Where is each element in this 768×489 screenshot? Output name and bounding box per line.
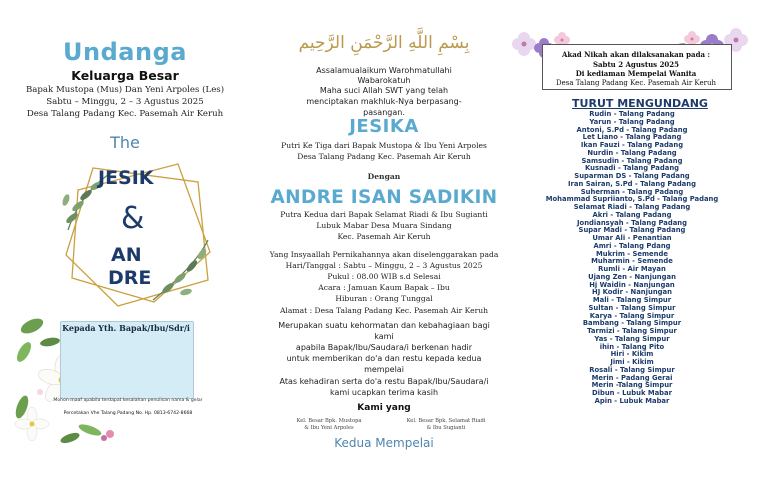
closing-line-1: Merupakan suatu kehormatan dan kebahagiaan bagi: [278, 321, 490, 330]
guest-list-item: Mukrim - Semende: [596, 249, 668, 258]
verse-line-2: menciptakan makhluk-Nya berpasang-: [306, 97, 462, 106]
guest-list-item: Amri - Talang Pdang: [593, 241, 671, 250]
invitation-panel: [256, 0, 512, 489]
guest-list-item: Tarmizi - Talang Simpur: [587, 327, 677, 335]
signature-groom-family-2: & Ibu Sugianti: [426, 425, 466, 431]
monogram-top: JESIK: [98, 167, 154, 189]
monogram-bottom: DRE: [108, 267, 152, 289]
guest-list-item: Yas - Talang Simpur: [594, 334, 670, 343]
guest-list-item: Mohammad Supriianto, S.Pd - Talang Padang: [545, 195, 719, 204]
guest-list-item: Nurdin - Talang Padang: [587, 148, 677, 157]
guest-list-item: Muharmin - Semende: [591, 257, 673, 266]
guest-list-item: Jimi - Kikim: [610, 358, 654, 366]
bride-name: JESIKA: [349, 116, 419, 137]
groom-village: Lubuk Mabar Desa Muara Sindang: [316, 221, 452, 230]
signature-bride-family-2: & Ibu Yeni Arpoles: [304, 425, 354, 431]
monogram-mid: AN: [111, 244, 142, 266]
bride-address: Desa Talang Padang Kec. Pasemah Air Keruh: [297, 152, 471, 161]
cover-panel: [0, 0, 256, 489]
groom-parents: Putra Kedua dari Bapak Selamat Riadi & Ibu Sugianti: [280, 210, 488, 219]
basmalah-calligraphy: بِسْمِ اللَّهِ الرَّحْمَنِ الرَّحِيم: [298, 33, 470, 53]
guest-list-item: Suparman DS - Talang Padang: [574, 172, 690, 180]
guest-list-item: Let Liano - Talang Padang: [582, 133, 682, 142]
closing-line-6: Atas kehadiran serta do'a restu Bapak/Ibu/Saudara/i: [279, 377, 489, 386]
guest-list-item: Iran Sairan, S.Pd - Talang Padang: [568, 179, 696, 188]
verse-line-3: pasangan.: [363, 108, 405, 117]
guest-list-item: Antoni, S.Pd - Talang Padang: [576, 125, 688, 134]
guest-list-item: Ujang Zen - Nanjungan: [588, 272, 676, 281]
printer-credit: Percetakan Vhe Talang Padang No. Hp. 0813-6742-8668: [63, 411, 193, 416]
guest-list-item: Rumli - Air Mayan: [598, 265, 666, 273]
eucalyptus-leaves-right: [153, 240, 208, 300]
event-hiburan: Hiburan : Orang Tunggal: [335, 294, 433, 303]
guest-list-item: Hiri - Kikim: [610, 350, 654, 359]
guest-list-item: Selamat Riadi - Talang Padang: [573, 203, 691, 211]
guest-list-item: Umar Ali - Penantian: [592, 234, 672, 242]
cover-dates: Sabtu – Minggu, 2 – 3 Agustus 2025: [46, 97, 204, 107]
guest-list-item: HJ Kodir - Nanjungan: [592, 288, 672, 297]
guest-list-item: Hj Waidin - Nanjungan: [589, 280, 675, 289]
guest-list-item: Karya - Talang Simpur: [589, 311, 675, 320]
guest-list-item: Mali - Talang Simpur: [592, 296, 672, 304]
closing-line-3: apabila Bapak/Ibu/Saudara/i berkenan hadir: [295, 343, 473, 352]
guest-list-item: Merin - Padang Gerai: [591, 373, 673, 382]
guest-list-item: Samsudin - Talang Padang: [581, 156, 683, 165]
akad-address: Desa Talang Padang Kec. Pasemah Air Keruh: [556, 79, 716, 87]
guest-list: [512, 111, 752, 406]
cover-title: Undanga: [63, 38, 187, 66]
akad-date: Sabtu 2 Agustus 2025: [592, 60, 680, 69]
dengan-label: Dengan: [367, 172, 401, 181]
guest-list-item: Rudin - Talang Padang: [589, 110, 675, 118]
closing-line-7: kami ucapkan terima kasih: [329, 388, 439, 397]
signature-bride-family-1: Kel. Besar Bpk. Mustopa: [296, 418, 362, 424]
signoff-heading: Kami yang: [357, 403, 411, 413]
guest-list-item: Bambang - Talang Simpur: [582, 319, 682, 328]
groom-name: ANDRE ISAN SADIKIN: [270, 187, 498, 208]
kedua-mempelai-label: Kedua Mempelai: [334, 436, 434, 450]
guest-list-item: Sultan - Talang Simpur: [588, 303, 676, 312]
guest-list-item: Ikan Fauzi - Talang Padang: [580, 141, 684, 149]
name-error-note: Mohon maaf apabila terdapat kesalahan penulisan nama & gelar: [53, 398, 203, 403]
event-acara: Acara : Jamuan Kaum Bapak – Ibu: [318, 283, 450, 292]
host-parents: Bapak Mustopa (Mus) Dan Yeni Arpoles (Les): [25, 85, 225, 95]
guest-list-item: Jondiansyah - Talang Padang: [577, 218, 687, 227]
guest-list-item: Kusnadi - Talang Padang: [584, 164, 680, 173]
akad-place: Di kediaman Mempelai Wanita: [575, 69, 697, 78]
turut-mengundang-title: TURUT MENGUNDANG: [572, 97, 708, 110]
groom-district: Kec. Pasemah Air Keruh: [337, 232, 431, 241]
guest-list-item: Apin - Lubuk Mabar: [594, 396, 670, 405]
greeting-line-1: Assalamualaikum Warohmatullahi: [316, 66, 452, 75]
verse-line-1: Maha suci Allah SWT yang telah: [319, 86, 449, 95]
closing-line-5: mempelai: [364, 365, 404, 374]
closing-line-4: untuk memberikan do'a dan restu kepada kedua: [286, 354, 482, 363]
event-date: Hari/Tanggal : Sabtu – Minggu, 2 – 3 Agustus 2025: [285, 261, 483, 270]
guest-list-item: Supar Madi - Talang Padang: [578, 226, 686, 235]
guest-list-item: Rosali - Talang Simpur: [589, 365, 675, 374]
event-time: Pukul : 08.00 WIB s.d Selesai: [327, 272, 441, 281]
guest-list-item: ihin - Talang Pito: [599, 342, 665, 351]
the-label: The: [110, 133, 140, 152]
signature-groom-family-1: Kel. Besar Bpk. Selamat Riadi: [406, 418, 486, 424]
akad-intro: Akad Nikah akan dilaksanakan pada :: [561, 50, 711, 59]
akad-and-guests-panel: [512, 0, 768, 489]
greeting-line-2: Wabarokatuh: [357, 76, 411, 85]
closing-line-2: kami: [374, 332, 394, 341]
guest-list-item: Dibun - Lubuk Mabar: [592, 389, 672, 397]
recipient-label: Kepada Yth. Bapak/Ibu/Sdr/i: [62, 323, 190, 333]
guest-list-item: Merin -Talang Simpur: [591, 381, 673, 390]
event-address: Alamat : Desa Talang Padang Kec. Pasemah Air Keruh: [279, 306, 489, 315]
family-heading: Keluarga Besar: [71, 68, 179, 83]
cover-address: Desa Talang Padang Kec. Pasemah Air Keruh: [26, 109, 224, 119]
event-intro: Yang Insyaallah Pernikahannya akan diselenggarakan pada: [269, 250, 499, 259]
guest-list-item: Akri - Talang Padang: [592, 210, 672, 219]
bride-parents: Putri Ke Tiga dari Bapak Mustopa & Ibu Yeni Arpoles: [281, 141, 487, 150]
guest-list-item: Suherman - Talang Padang: [580, 187, 684, 196]
monogram-ampersand: &: [121, 201, 145, 236]
guest-list-item: Yarun - Talang Padang: [589, 117, 675, 126]
